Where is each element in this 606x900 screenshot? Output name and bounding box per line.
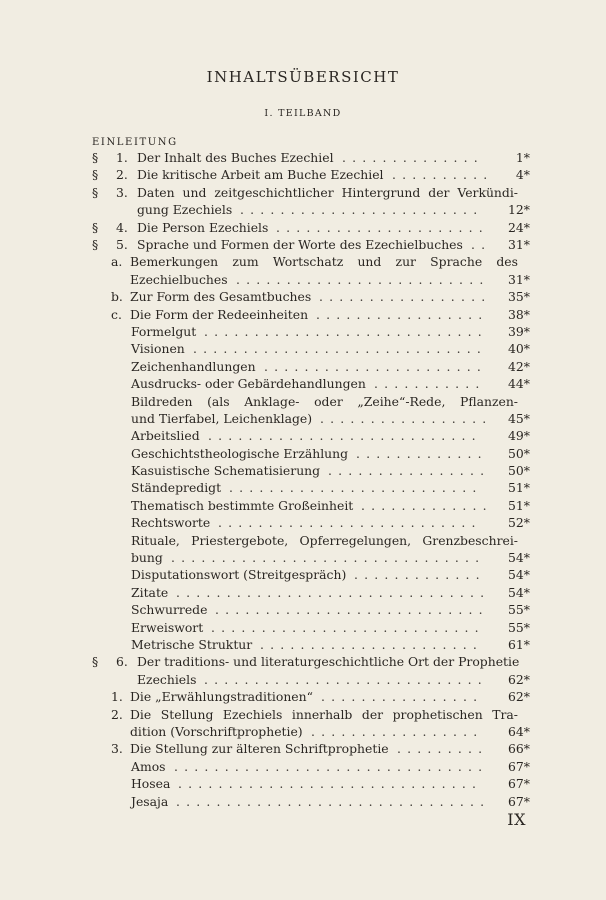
leader-dots: .......... xyxy=(392,167,494,183)
entry-title: bung xyxy=(131,550,163,566)
entry-title: Sprache und Formen der Worte des Ezechielbuches xyxy=(137,236,463,252)
toc-entry xyxy=(0,340,606,357)
toc-entry xyxy=(0,288,606,305)
leader-dots: ............. xyxy=(361,497,493,513)
leader-dots: ................. xyxy=(311,723,484,739)
leader-dots: ......................... xyxy=(236,271,490,287)
toc-entry xyxy=(0,740,606,757)
entry-title: Hosea xyxy=(131,776,171,792)
leader-dots: ...................... xyxy=(264,358,488,374)
entry-number: 5. xyxy=(116,236,128,252)
leader-dots: ................. xyxy=(316,306,489,322)
entry-page: 67* xyxy=(508,793,530,809)
toc-entry xyxy=(0,306,606,323)
entry-title: Formelgut xyxy=(131,323,197,339)
entry-number: c. xyxy=(111,306,122,322)
entry-title: gung Ezechiels xyxy=(137,202,233,218)
entry-title: Ezechielbuches xyxy=(130,271,228,287)
entry-title: Thematisch bestimmte Großeinheit xyxy=(131,497,354,513)
toc-entry xyxy=(0,184,606,219)
paragraph-sign: § xyxy=(92,236,99,252)
toc-entry xyxy=(0,149,606,166)
leader-dots: ................ xyxy=(328,463,491,479)
leader-dots: ................. xyxy=(320,410,493,426)
toc-entry xyxy=(0,393,606,428)
leader-dots: ............................... xyxy=(171,550,486,566)
leader-dots: ............. xyxy=(356,445,488,461)
entry-page: 42* xyxy=(508,358,530,374)
entry-title-line: Daten und zeitgeschichtlicher Hintergrund der Verkündi- xyxy=(137,184,518,200)
leader-dots: ........................... xyxy=(215,602,489,618)
leader-dots: ............................... xyxy=(174,758,489,774)
toc-entry xyxy=(0,358,606,375)
entry-title: Geschichtstheologische Erzählung xyxy=(131,445,349,461)
entry-number: 3. xyxy=(116,184,128,200)
entry-title: Rechtsworte xyxy=(131,515,211,531)
entry-title: Die kritische Arbeit am Buche Ezechiel xyxy=(137,167,384,183)
toc-entry xyxy=(0,688,606,705)
entry-title: Erweiswort xyxy=(131,619,204,635)
entry-title: Jesaja xyxy=(131,793,169,809)
entry-page: 62* xyxy=(508,689,530,705)
toc-entry xyxy=(0,532,606,567)
entry-page: 52* xyxy=(508,515,530,531)
entry-page: 61* xyxy=(508,637,530,652)
toc-entry xyxy=(0,619,606,636)
toc-entry xyxy=(0,375,606,392)
entry-title-line: Rituale, Priestergebote, Opferregelungen, Grenzbeschrei- xyxy=(131,532,518,548)
leader-dots: ........................ xyxy=(240,202,484,218)
entry-title: Kasuistische Schematisierung xyxy=(131,463,321,479)
entry-page: 45* xyxy=(508,410,530,426)
entry-number: 3. xyxy=(111,741,123,757)
toc-entry xyxy=(0,462,606,479)
leader-dots: ............................. xyxy=(193,341,488,357)
leader-dots: ............................ xyxy=(204,671,488,687)
entry-page: 51* xyxy=(508,480,530,496)
leader-dots: ........... xyxy=(374,376,486,392)
entry-number: 2. xyxy=(116,167,128,183)
entry-title: Schwurrede xyxy=(131,602,208,618)
toc-entry xyxy=(0,236,606,253)
entry-title: Ständepredigt xyxy=(131,480,222,496)
entry-title: dition (Vorschriftprophetie) xyxy=(130,723,303,739)
toc-entry xyxy=(0,497,606,514)
entry-title: und Tierfabel, Leichenklage) xyxy=(131,410,313,426)
toc-entry xyxy=(0,566,606,583)
entry-page: 55* xyxy=(508,619,530,635)
section-label: EINLEITUNG xyxy=(92,137,178,148)
toc-entry xyxy=(0,636,606,653)
entry-title: Ausdrucks- oder Gebärdehandlungen xyxy=(131,376,366,392)
entry-title: Visionen xyxy=(131,341,185,357)
entry-title: Die Person Ezechiels xyxy=(137,219,269,235)
entry-page: 55* xyxy=(508,602,530,618)
leader-dots: ................ xyxy=(321,689,484,705)
entry-title: Disputationswort (Streitgespräch) xyxy=(131,567,347,583)
entry-page: 40* xyxy=(508,341,530,357)
entry-page: 39* xyxy=(508,323,530,339)
entry-page: 50* xyxy=(508,463,530,479)
entry-title: Der Inhalt des Buches Ezechiel xyxy=(137,150,334,165)
entry-title: Ezechiels xyxy=(137,671,197,687)
leader-dots: ........................... xyxy=(211,619,485,635)
leader-dots: .............. xyxy=(342,150,484,165)
entry-page: 64* xyxy=(508,723,530,739)
toc-entry xyxy=(0,445,606,462)
toc-entry xyxy=(0,479,606,496)
entry-number: 1. xyxy=(111,689,123,705)
entry-title: Zur Form des Gesamtbuches xyxy=(130,289,312,305)
paragraph-sign: § xyxy=(92,184,99,200)
entry-title: Die „Erwählungstraditionen“ xyxy=(130,689,313,705)
leader-dots: .. xyxy=(471,236,492,252)
volume-subheading: I. TEILBAND xyxy=(264,108,342,119)
paragraph-sign: § xyxy=(92,167,99,183)
toc-entry xyxy=(0,758,606,775)
entry-title: Amos xyxy=(131,758,166,774)
entry-title-line: Die Stellung Ezechiels innerhalb der prophetischen Tra- xyxy=(130,706,518,722)
leader-dots: ............................... xyxy=(176,793,491,809)
entry-page: 62* xyxy=(508,671,530,687)
leader-dots: .............................. xyxy=(178,776,483,792)
entry-page: 31* xyxy=(508,271,530,287)
entry-page: 67* xyxy=(508,776,530,792)
leader-dots: ..................... xyxy=(276,219,489,235)
toc-entry xyxy=(0,514,606,531)
entry-page: 44* xyxy=(508,376,530,392)
entry-page: 31* xyxy=(508,236,530,252)
page-heading: INHALTSÜBERSICHT xyxy=(206,68,400,86)
entry-number: b. xyxy=(111,289,123,305)
entry-number: a. xyxy=(111,254,123,270)
entry-title: Arbeitslied xyxy=(131,428,200,444)
toc-entry xyxy=(0,601,606,618)
toc-entry xyxy=(0,323,606,340)
leader-dots: ............................ xyxy=(204,323,488,339)
toc-entry xyxy=(0,253,606,288)
leader-dots: ...................... xyxy=(260,637,484,652)
entry-page: 4* xyxy=(515,167,530,183)
toc-entry xyxy=(0,793,606,810)
toc-entry xyxy=(0,706,606,741)
entry-page: 24* xyxy=(508,219,530,235)
entry-page: 49* xyxy=(508,428,530,444)
leader-dots: ......... xyxy=(397,741,489,757)
paragraph-sign: § xyxy=(92,219,99,235)
entry-page: 54* xyxy=(508,550,530,566)
entry-title-line: Bemerkungen zum Wortschatz und zur Sprache des xyxy=(130,254,518,270)
entry-page: 54* xyxy=(508,584,530,600)
entry-page: 1* xyxy=(515,150,530,165)
toc-entry xyxy=(0,166,606,183)
leader-dots: ................. xyxy=(319,289,492,305)
page-number: IX xyxy=(507,810,526,829)
toc-entry xyxy=(0,427,606,444)
entry-page: 12* xyxy=(508,202,530,218)
entry-title: Die Form der Redeeinheiten xyxy=(130,306,309,322)
entry-page: 50* xyxy=(508,445,530,461)
entry-page: 38* xyxy=(508,306,530,322)
entry-number: 2. xyxy=(111,706,123,722)
entry-title: Die Stellung zur älteren Schriftprophetie xyxy=(130,741,389,757)
entry-page: 54* xyxy=(508,567,530,583)
entry-number: 1. xyxy=(116,150,128,165)
paragraph-sign: § xyxy=(92,654,99,670)
entry-title-line: Der traditions- und literaturgeschichtliche Ort der Prophetie xyxy=(137,654,520,670)
leader-dots: ............. xyxy=(354,567,486,583)
entry-page: 35* xyxy=(508,289,530,305)
toc-entry xyxy=(0,219,606,236)
entry-title: Metrische Struktur xyxy=(131,637,253,652)
toc-entry xyxy=(0,584,606,601)
entry-title-line: Bildreden (als Anklage- oder „Zeihe“-Rede, Pflanzen- xyxy=(131,393,518,409)
leader-dots: ............................... xyxy=(176,584,491,600)
leader-dots: .......................... xyxy=(218,515,482,531)
entry-page: 51* xyxy=(508,497,530,513)
entry-page: 67* xyxy=(508,758,530,774)
leader-dots: ........................... xyxy=(208,428,482,444)
entry-title: Zitate xyxy=(131,584,169,600)
entry-number: 6. xyxy=(116,654,128,670)
toc-entry xyxy=(0,775,606,792)
entry-number: 4. xyxy=(116,219,128,235)
paragraph-sign: § xyxy=(92,150,99,165)
entry-page: 66* xyxy=(508,741,530,757)
table-of-contents xyxy=(0,149,606,810)
toc-entry xyxy=(0,653,606,688)
entry-title: Zeichenhandlungen xyxy=(131,358,256,374)
leader-dots: ......................... xyxy=(229,480,483,496)
